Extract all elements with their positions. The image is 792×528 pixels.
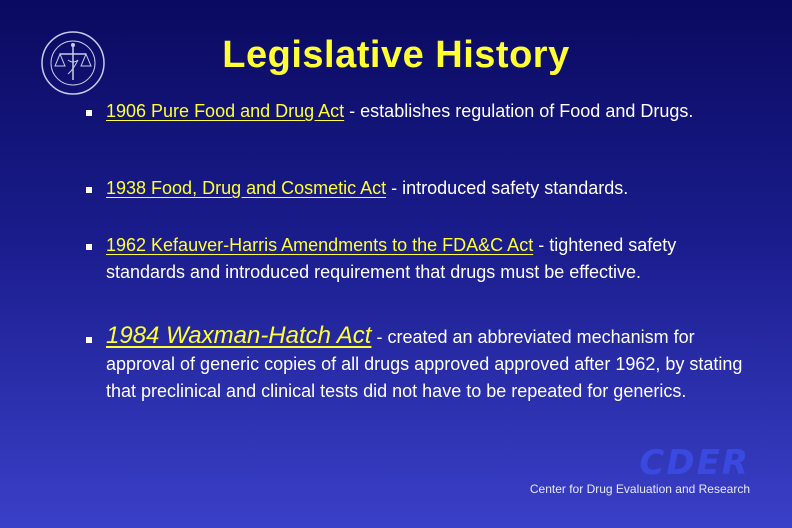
law-description: - tightened safety standards and introduced requirement that drugs must be effective. bbox=[106, 235, 677, 282]
law-link[interactable]: 1938 Food, Drug and Cosmetic Act bbox=[106, 178, 387, 198]
slide-title: Legislative History bbox=[222, 34, 570, 76]
law-link[interactable]: 1906 Pure Food and Drug Act bbox=[106, 101, 345, 121]
bullet-square-icon bbox=[86, 244, 92, 250]
bullet-square-icon bbox=[86, 110, 92, 116]
law-link[interactable]: 1962 Kefauver-Harris Amendments to the FDA&C Act bbox=[106, 235, 534, 255]
bullet-square-icon bbox=[86, 337, 92, 343]
logo-subtitle: Center for Drug Evaluation and Research bbox=[529, 482, 750, 496]
law-description: - created an abbreviated mechanism for approval of generic copies of all drugs approved approved after 1962, by stating that preclinical and clinical tests did not have to be repeated for generics. bbox=[106, 327, 743, 401]
bullet-square-icon bbox=[86, 187, 92, 193]
law-description: - establishes regulation of Food and Drugs. bbox=[344, 101, 694, 121]
law-description: - introduced safety standards. bbox=[386, 178, 629, 198]
logo-wordmark: CDER bbox=[639, 443, 750, 483]
law-link[interactable]: 1984 Waxman-Hatch Act bbox=[106, 322, 372, 349]
cder-logo bbox=[529, 443, 750, 496]
